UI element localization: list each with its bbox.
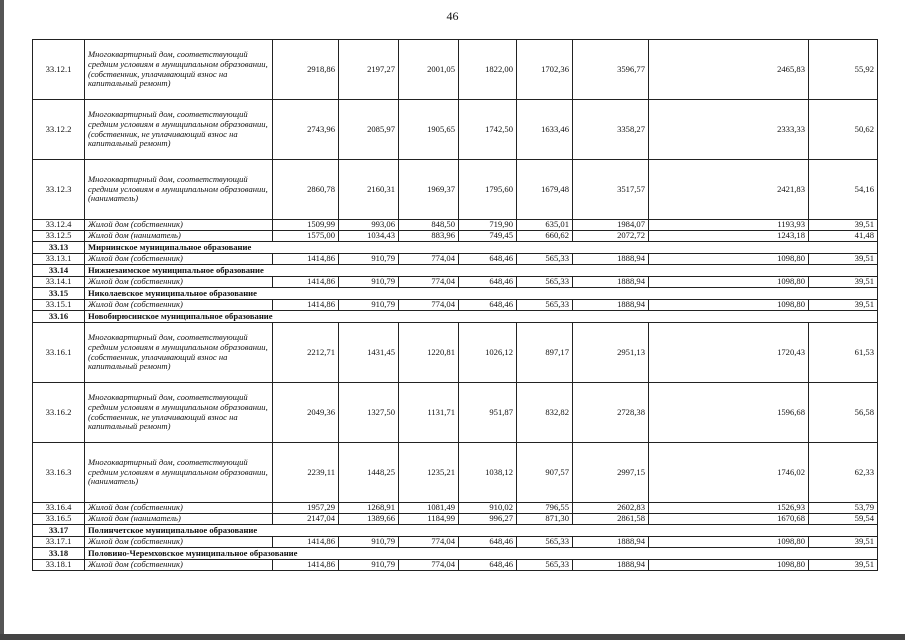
row-value-1: 1414,86 (273, 537, 339, 548)
table-row (33, 160, 878, 220)
row-code: 33.18.1 (33, 560, 85, 571)
section-code: 33.13 (33, 242, 85, 254)
section-filler (399, 525, 878, 537)
row-value-6: 2861,58 (573, 514, 649, 525)
row-value-7: 1670,68 (649, 514, 809, 525)
row-description: Жилой дом (собственник) (85, 220, 273, 231)
row-value-1: 1414,86 (273, 300, 339, 311)
row-value-8: 59,54 (809, 514, 878, 525)
row-value-5: 1633,46 (517, 100, 573, 160)
row-value-1: 1414,86 (273, 560, 339, 571)
scan-bottom-edge (0, 634, 905, 640)
row-value-3: 774,04 (399, 277, 459, 288)
row-value-5: 565,33 (517, 560, 573, 571)
row-value-6: 2072,72 (573, 231, 649, 242)
row-value-2: 2197,27 (339, 40, 399, 100)
row-value-7: 1746,02 (649, 443, 809, 503)
table-row (33, 254, 878, 265)
row-value-2: 1327,50 (339, 383, 399, 443)
row-value-5: 907,57 (517, 443, 573, 503)
row-value-8: 53,79 (809, 503, 878, 514)
row-value-5: 832,82 (517, 383, 573, 443)
row-code: 33.16.4 (33, 503, 85, 514)
row-value-4: 648,46 (459, 300, 517, 311)
row-value-3: 774,04 (399, 537, 459, 548)
row-value-8: 39,51 (809, 254, 878, 265)
row-description: Многоквартирный дом, соответствующий средним условиям в муниципальном образовании, (собственник, не уплачивающий взнос на капитальный ремонт) (85, 383, 273, 443)
page-number: 46 (446, 9, 459, 23)
row-code: 33.16.3 (33, 443, 85, 503)
row-value-8: 56,58 (809, 383, 878, 443)
row-value-8: 39,51 (809, 537, 878, 548)
row-value-1: 2860,78 (273, 160, 339, 220)
row-value-3: 883,96 (399, 231, 459, 242)
row-value-7: 1098,80 (649, 300, 809, 311)
row-value-8: 39,51 (809, 220, 878, 231)
row-code: 33.16.5 (33, 514, 85, 525)
row-value-8: 39,51 (809, 560, 878, 571)
row-value-5: 796,55 (517, 503, 573, 514)
row-code: 33.16.1 (33, 323, 85, 383)
row-value-6: 2951,13 (573, 323, 649, 383)
row-value-4: 1742,50 (459, 100, 517, 160)
row-description: Жилой дом (собственник) (85, 277, 273, 288)
row-value-8: 62,33 (809, 443, 878, 503)
row-value-6: 3358,27 (573, 100, 649, 160)
row-code: 33.15.1 (33, 300, 85, 311)
row-value-7: 2333,33 (649, 100, 809, 160)
row-value-4: 1822,00 (459, 40, 517, 100)
row-value-6: 1984,07 (573, 220, 649, 231)
row-value-4: 648,46 (459, 254, 517, 265)
section-title: Полинчетское муниципальное образование (85, 525, 399, 537)
row-value-6: 1888,94 (573, 254, 649, 265)
row-value-2: 1431,45 (339, 323, 399, 383)
row-value-3: 774,04 (399, 300, 459, 311)
section-header-row (33, 311, 878, 323)
row-value-3: 2001,05 (399, 40, 459, 100)
row-value-3: 1969,37 (399, 160, 459, 220)
row-value-4: 719,90 (459, 220, 517, 231)
row-value-1: 1575,00 (273, 231, 339, 242)
row-value-2: 2085,97 (339, 100, 399, 160)
row-code: 33.17.1 (33, 537, 85, 548)
row-value-2: 2160,31 (339, 160, 399, 220)
row-description: Жилой дом (собственник) (85, 300, 273, 311)
table-row (33, 277, 878, 288)
row-value-8: 39,51 (809, 300, 878, 311)
row-description: Жилой дом (собственник) (85, 254, 273, 265)
row-description: Жилой дом (собственник) (85, 503, 273, 514)
section-header-row (33, 288, 878, 300)
row-value-3: 848,50 (399, 220, 459, 231)
section-code: 33.16 (33, 311, 85, 323)
row-value-1: 1414,86 (273, 254, 339, 265)
row-value-3: 1235,21 (399, 443, 459, 503)
row-value-4: 1026,12 (459, 323, 517, 383)
row-value-3: 1081,49 (399, 503, 459, 514)
table-row (33, 300, 878, 311)
table-row (33, 383, 878, 443)
row-value-4: 648,46 (459, 537, 517, 548)
row-value-5: 565,33 (517, 277, 573, 288)
row-value-1: 2212,71 (273, 323, 339, 383)
table-row (33, 231, 878, 242)
row-value-2: 910,79 (339, 537, 399, 548)
row-value-6: 1888,94 (573, 277, 649, 288)
row-value-1: 2239,11 (273, 443, 339, 503)
section-filler (399, 311, 878, 323)
row-value-2: 1389,66 (339, 514, 399, 525)
row-value-6: 1888,94 (573, 537, 649, 548)
row-value-5: 1702,36 (517, 40, 573, 100)
row-description: Жилой дом (наниматель) (85, 231, 273, 242)
section-filler (399, 242, 878, 254)
row-value-6: 1888,94 (573, 300, 649, 311)
row-value-7: 1098,80 (649, 277, 809, 288)
row-value-5: 635,01 (517, 220, 573, 231)
table-row (33, 323, 878, 383)
section-code: 33.17 (33, 525, 85, 537)
row-description: Многоквартирный дом, соответствующий средним условиям в муниципальном образовании, (наниматель) (85, 160, 273, 220)
section-code: 33.18 (33, 548, 85, 560)
row-value-7: 1193,93 (649, 220, 809, 231)
row-value-4: 1038,12 (459, 443, 517, 503)
tariff-table (32, 39, 878, 571)
row-value-5: 871,30 (517, 514, 573, 525)
table-body (33, 40, 878, 571)
table-row (33, 503, 878, 514)
table-row (33, 220, 878, 231)
section-title: Половино-Черемховское муниципальное образование (85, 548, 399, 560)
section-header-row (33, 242, 878, 254)
row-value-3: 774,04 (399, 560, 459, 571)
row-value-7: 1596,68 (649, 383, 809, 443)
row-value-8: 54,16 (809, 160, 878, 220)
table-row (33, 537, 878, 548)
section-filler (399, 265, 878, 277)
row-value-3: 774,04 (399, 254, 459, 265)
row-value-7: 1720,43 (649, 323, 809, 383)
row-value-4: 648,46 (459, 277, 517, 288)
table-row (33, 560, 878, 571)
section-title: Новобирюсинское муниципальное образование (85, 311, 399, 323)
row-value-4: 749,45 (459, 231, 517, 242)
row-description: Жилой дом (наниматель) (85, 514, 273, 525)
row-value-8: 41,48 (809, 231, 878, 242)
row-description: Многоквартирный дом, соответствующий средним условиям в муниципальном образовании, (наниматель) (85, 443, 273, 503)
row-value-4: 951,87 (459, 383, 517, 443)
row-value-4: 1795,60 (459, 160, 517, 220)
row-value-2: 910,79 (339, 560, 399, 571)
row-value-1: 1414,86 (273, 277, 339, 288)
row-value-1: 1509,99 (273, 220, 339, 231)
row-value-2: 1034,43 (339, 231, 399, 242)
row-value-2: 910,79 (339, 300, 399, 311)
row-value-6: 2728,38 (573, 383, 649, 443)
row-code: 33.14.1 (33, 277, 85, 288)
row-value-7: 1243,18 (649, 231, 809, 242)
row-value-3: 1184,99 (399, 514, 459, 525)
row-value-6: 3517,57 (573, 160, 649, 220)
row-value-4: 910,02 (459, 503, 517, 514)
table-row (33, 40, 878, 100)
row-value-1: 2918,86 (273, 40, 339, 100)
row-value-8: 39,51 (809, 277, 878, 288)
row-value-8: 61,53 (809, 323, 878, 383)
section-header-row (33, 525, 878, 537)
row-description: Многоквартирный дом, соответствующий средним условиям в муниципальном образовании, (собственник, не уплачивающий взнос на капитальный ремонт) (85, 100, 273, 160)
table-row (33, 443, 878, 503)
row-value-2: 1268,91 (339, 503, 399, 514)
section-filler (399, 288, 878, 300)
row-value-1: 2049,36 (273, 383, 339, 443)
row-value-5: 1679,48 (517, 160, 573, 220)
row-code: 33.12.1 (33, 40, 85, 100)
row-value-1: 2147,04 (273, 514, 339, 525)
row-value-5: 565,33 (517, 300, 573, 311)
row-value-1: 2743,96 (273, 100, 339, 160)
row-code: 33.12.4 (33, 220, 85, 231)
row-value-5: 565,33 (517, 537, 573, 548)
row-value-2: 910,79 (339, 254, 399, 265)
section-title: Мирнинское муниципальное образование (85, 242, 399, 254)
row-code: 33.16.2 (33, 383, 85, 443)
row-code: 33.13.1 (33, 254, 85, 265)
section-header-row (33, 548, 878, 560)
row-value-7: 2421,83 (649, 160, 809, 220)
scan-left-edge (0, 0, 4, 640)
row-code: 33.12.3 (33, 160, 85, 220)
row-value-8: 55,92 (809, 40, 878, 100)
row-value-7: 1098,80 (649, 560, 809, 571)
row-value-5: 565,33 (517, 254, 573, 265)
section-header-row (33, 265, 878, 277)
row-value-4: 996,27 (459, 514, 517, 525)
section-title: Николаевское муниципальное образование (85, 288, 399, 300)
row-description: Жилой дом (собственник) (85, 537, 273, 548)
table-row (33, 100, 878, 160)
row-value-4: 648,46 (459, 560, 517, 571)
row-value-3: 1905,65 (399, 100, 459, 160)
row-value-6: 3596,77 (573, 40, 649, 100)
table-row (33, 514, 878, 525)
row-description: Многоквартирный дом, соответствующий средним условиям в муниципальном образовании, (собственник, уплачивающий взнос на капитальный ремонт) (85, 40, 273, 100)
row-code: 33.12.5 (33, 231, 85, 242)
row-value-1: 1957,29 (273, 503, 339, 514)
row-value-7: 2465,83 (649, 40, 809, 100)
row-value-3: 1220,81 (399, 323, 459, 383)
section-filler (399, 548, 878, 560)
row-value-2: 1448,25 (339, 443, 399, 503)
row-value-6: 1888,94 (573, 560, 649, 571)
row-value-5: 660,62 (517, 231, 573, 242)
row-value-7: 1098,80 (649, 537, 809, 548)
row-code: 33.12.2 (33, 100, 85, 160)
section-title: Нижнезаимское муниципальное образование (85, 265, 399, 277)
row-description: Жилой дом (собственник) (85, 560, 273, 571)
section-code: 33.15 (33, 288, 85, 300)
row-value-5: 897,17 (517, 323, 573, 383)
row-value-6: 2602,83 (573, 503, 649, 514)
section-code: 33.14 (33, 265, 85, 277)
row-value-7: 1098,80 (649, 254, 809, 265)
row-value-2: 993,06 (339, 220, 399, 231)
row-value-7: 1526,93 (649, 503, 809, 514)
row-value-8: 50,62 (809, 100, 878, 160)
row-description: Многоквартирный дом, соответствующий средним условиям в муниципальном образовании, (собственник, уплачивающий взнос на капитальный ремонт) (85, 323, 273, 383)
row-value-2: 910,79 (339, 277, 399, 288)
row-value-3: 1131,71 (399, 383, 459, 443)
row-value-6: 2997,15 (573, 443, 649, 503)
